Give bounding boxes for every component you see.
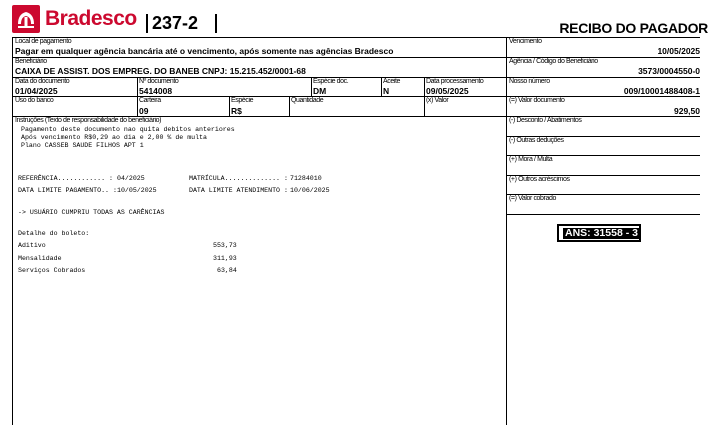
col-divider-especie-doc [311, 77, 312, 96]
quantidade-label: Quantidade [291, 97, 324, 104]
instruction-line-2: Após vencimento R$0,29 ao dia e 2,00 % de multa [21, 134, 207, 141]
col-divider-dataproc [424, 77, 425, 116]
aceite-label: Aceite [383, 78, 401, 85]
local-pagamento-label: Local de pagamento [15, 38, 72, 45]
valor-documento-label: (=) Valor documento [509, 97, 565, 104]
ans-text: ANS: 31558 - 3 [565, 227, 638, 239]
ans-badge [557, 224, 641, 242]
data-limite-pagamento-label: DATA LIMITE PAGAMENTO.. : [18, 187, 117, 194]
valor-cobrado-label: (=) Valor cobrado [509, 195, 556, 202]
outros-acrescimos-label: (+) Outros acréscimos [509, 176, 570, 183]
nosso-numero-label: Nosso número [509, 78, 550, 85]
agencia-label: Agência / Código do Beneficiário [509, 58, 598, 65]
col-divider-aceite [381, 77, 382, 96]
row-line-3 [12, 96, 700, 97]
detalhe-servicos-value: 63,84 [217, 267, 237, 274]
carencias-note: -> USUÁRIO CUMPRIU TODAS AS CARÊNCIAS [18, 209, 165, 216]
outras-deducoes-label: (-) Outras deduções [509, 137, 564, 144]
vencimento-label: Vencimento [509, 38, 542, 45]
data-documento-label: Data do documento [15, 78, 70, 85]
mora-multa-label: (+) Mora / Multa [509, 156, 553, 163]
data-limite-atendimento-value: 10/06/2025 [290, 187, 330, 194]
local-pagamento-value: Pagar em qualquer agência bancária até o vencimento, após somente nas agências Bradesco [15, 46, 394, 56]
data-processamento-label: Data processamento [426, 78, 484, 85]
referencia-value: 04/2025 [117, 175, 145, 182]
especie-doc-value: DM [313, 86, 327, 96]
carteira-value: 09 [139, 106, 149, 116]
uso-banco-label: Uso do banco [15, 97, 54, 104]
col-divider-quantidade [289, 96, 290, 116]
especie-value: R$ [231, 106, 242, 116]
aceite-value: N [383, 86, 390, 96]
data-limite-pagamento-value: 10/05/2025 [117, 187, 157, 194]
detalhe-title: Detalhe do boleto: [18, 230, 90, 237]
side-line-5 [506, 214, 700, 215]
frame-top-line [12, 37, 700, 38]
detalhe-mensalidade-value: 311,93 [213, 255, 237, 262]
referencia-label: REFERÊNCIA............ : [18, 175, 113, 182]
instruction-line-3: Plano CASSEB SAUDE FILHOS APT 1 [21, 142, 144, 149]
col-divider-ndoc [137, 77, 138, 116]
data-limite-atendimento-label: DATA LIMITE ATENDIMENTO : [189, 187, 288, 194]
carteira-label: Carteira [139, 97, 161, 104]
detalhe-aditivo-value: 553,73 [213, 242, 237, 249]
bank-code-divider-right [215, 14, 217, 33]
data-documento-value: 01/04/2025 [15, 86, 58, 96]
nosso-numero-value: 009/10001488408-1 [623, 86, 700, 96]
n-documento-label: Nº documento [139, 78, 179, 85]
vencimento-value: 10/05/2025 [657, 46, 700, 56]
bank-code-divider-left [146, 14, 148, 33]
beneficiario-value: CAIXA DE ASSIST. DOS EMPREG. DO BANEB CNPJ: 15.215.452/0001-68 [15, 66, 306, 76]
valor-documento-value: 929,50 [674, 106, 700, 116]
desconto-label: (-) Desconto / Abatimentos [509, 117, 582, 124]
page-title: RECIBO DO PAGADOR [559, 20, 708, 36]
row-line-2 [12, 77, 700, 78]
bank-code: 237-2 [152, 13, 199, 33]
bradesco-tree-logo-icon [12, 5, 40, 33]
n-documento-value: 5414008 [139, 86, 173, 96]
brand-name: Bradesco [45, 7, 137, 30]
matricula-label: MATRÍCULA.............. : [189, 175, 288, 182]
especie-label: Espécie [231, 97, 254, 104]
detalhe-servicos-label: Serviços Cobrados [18, 267, 86, 274]
matricula-value: 71284010 [290, 175, 322, 182]
detalhe-aditivo-label: Aditivo [18, 242, 46, 249]
x-valor-label: (x) Valor [426, 97, 449, 104]
instrucoes-label: Instruções (Texto de responsabilidade do beneficiário) [15, 117, 162, 124]
col-divider-especie [229, 96, 230, 116]
beneficiario-label: Beneficiário [15, 58, 47, 65]
agencia-value: 3573/0004550-0 [638, 66, 700, 76]
detalhe-mensalidade-label: Mensalidade [18, 255, 62, 262]
data-processamento-value: 09/05/2025 [426, 86, 469, 96]
instruction-line-1: Pagamento deste documento nao quita debitos anteriores [21, 126, 235, 133]
especie-doc-label: Espécie doc. [313, 78, 349, 85]
